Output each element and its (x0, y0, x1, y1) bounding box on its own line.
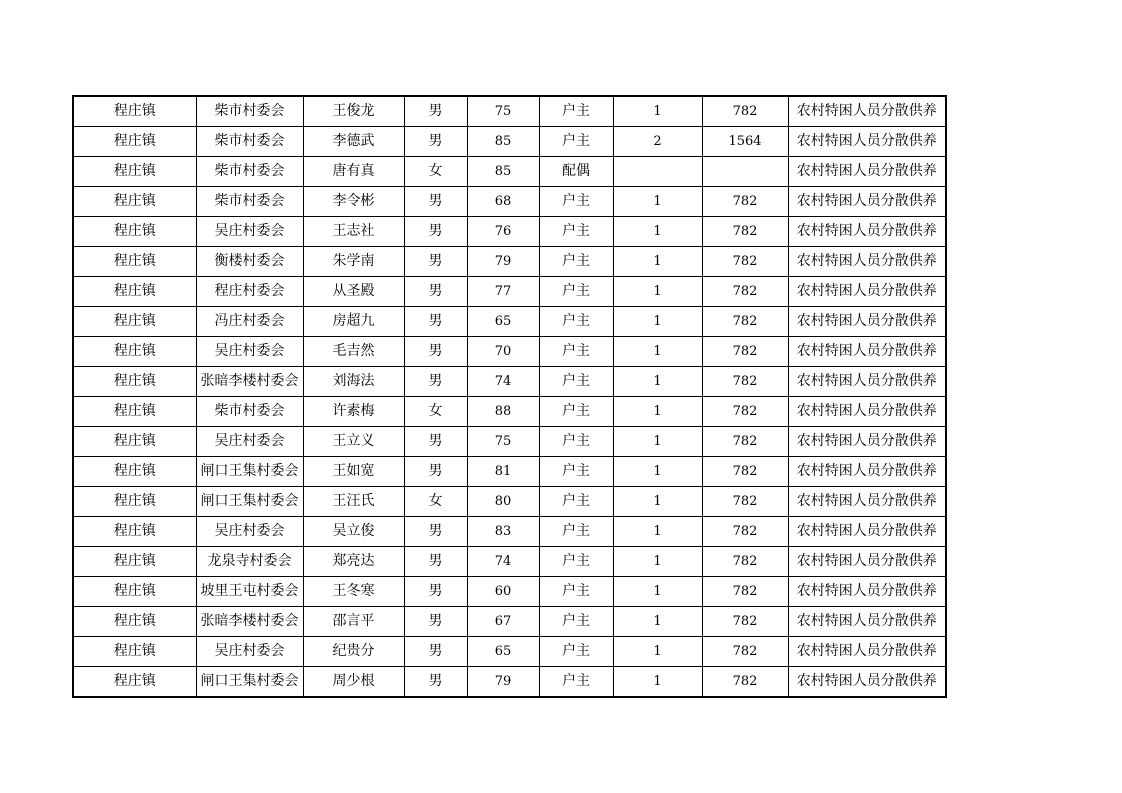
amount-cell: 782 (702, 637, 788, 667)
household-size-cell: 1 (613, 247, 702, 277)
name-cell: 房超九 (303, 307, 404, 337)
table-row (73, 547, 946, 577)
name-cell: 王志社 (303, 217, 404, 247)
category-cell: 农村特困人员分散供养 (788, 277, 946, 307)
relation-cell: 配偶 (539, 157, 613, 187)
age-cell: 74 (467, 547, 539, 577)
village-committee-cell: 闸口王集村委会 (196, 667, 303, 698)
town-cell: 程庄镇 (73, 157, 196, 187)
relation-cell: 户主 (539, 427, 613, 457)
relation-cell: 户主 (539, 247, 613, 277)
amount-cell: 782 (702, 337, 788, 367)
relation-cell: 户主 (539, 277, 613, 307)
category-cell: 农村特困人员分散供养 (788, 307, 946, 337)
category-cell: 农村特困人员分散供养 (788, 157, 946, 187)
village-committee-cell: 坡里王屯村委会 (196, 577, 303, 607)
gender-cell: 男 (404, 667, 467, 698)
category-cell: 农村特困人员分散供养 (788, 547, 946, 577)
household-size-cell: 1 (613, 487, 702, 517)
category-cell: 农村特困人员分散供养 (788, 337, 946, 367)
name-cell: 周少根 (303, 667, 404, 698)
name-cell: 从圣殿 (303, 277, 404, 307)
relation-cell: 户主 (539, 487, 613, 517)
relation-cell: 户主 (539, 607, 613, 637)
age-cell: 74 (467, 367, 539, 397)
amount-cell: 782 (702, 307, 788, 337)
gender-cell: 男 (404, 457, 467, 487)
age-cell: 79 (467, 247, 539, 277)
category-cell: 农村特困人员分散供养 (788, 517, 946, 547)
category-cell: 农村特困人员分散供养 (788, 187, 946, 217)
table-row (73, 487, 946, 517)
village-committee-cell: 冯庄村委会 (196, 307, 303, 337)
age-cell: 77 (467, 277, 539, 307)
household-size-cell: 1 (613, 397, 702, 427)
amount-cell: 782 (702, 577, 788, 607)
town-cell: 程庄镇 (73, 667, 196, 698)
name-cell: 李德武 (303, 127, 404, 157)
household-size-cell: 2 (613, 127, 702, 157)
village-committee-cell: 张暗李楼村委会 (196, 607, 303, 637)
amount-cell: 782 (702, 547, 788, 577)
support-roster-table (72, 95, 947, 698)
gender-cell: 男 (404, 607, 467, 637)
gender-cell: 男 (404, 517, 467, 547)
household-size-cell: 1 (613, 517, 702, 547)
name-cell: 王俊龙 (303, 96, 404, 127)
name-cell: 吴立俊 (303, 517, 404, 547)
household-size-cell: 1 (613, 277, 702, 307)
table-row (73, 637, 946, 667)
table-row (73, 577, 946, 607)
relation-cell: 户主 (539, 127, 613, 157)
household-size-cell: 1 (613, 547, 702, 577)
table-row (73, 307, 946, 337)
relation-cell: 户主 (539, 367, 613, 397)
category-cell: 农村特困人员分散供养 (788, 667, 946, 698)
gender-cell: 女 (404, 487, 467, 517)
age-cell: 60 (467, 577, 539, 607)
age-cell: 75 (467, 427, 539, 457)
amount-cell: 782 (702, 487, 788, 517)
town-cell: 程庄镇 (73, 307, 196, 337)
name-cell: 刘海法 (303, 367, 404, 397)
gender-cell: 男 (404, 277, 467, 307)
gender-cell: 男 (404, 547, 467, 577)
relation-cell: 户主 (539, 187, 613, 217)
household-size-cell: 1 (613, 427, 702, 457)
amount-cell (702, 157, 788, 187)
name-cell: 邵言平 (303, 607, 404, 637)
town-cell: 程庄镇 (73, 96, 196, 127)
category-cell: 农村特困人员分散供养 (788, 637, 946, 667)
table-row (73, 337, 946, 367)
category-cell: 农村特困人员分散供养 (788, 217, 946, 247)
amount-cell: 782 (702, 277, 788, 307)
town-cell: 程庄镇 (73, 607, 196, 637)
table-body (73, 96, 946, 697)
town-cell: 程庄镇 (73, 397, 196, 427)
village-committee-cell: 柴市村委会 (196, 397, 303, 427)
household-size-cell: 1 (613, 457, 702, 487)
age-cell: 68 (467, 187, 539, 217)
name-cell: 王汪氏 (303, 487, 404, 517)
town-cell: 程庄镇 (73, 187, 196, 217)
village-committee-cell: 吴庄村委会 (196, 337, 303, 367)
category-cell: 农村特困人员分散供养 (788, 487, 946, 517)
gender-cell: 男 (404, 367, 467, 397)
household-size-cell: 1 (613, 667, 702, 698)
table-row (73, 217, 946, 247)
age-cell: 83 (467, 517, 539, 547)
household-size-cell: 1 (613, 577, 702, 607)
village-committee-cell: 吴庄村委会 (196, 637, 303, 667)
village-committee-cell: 闸口王集村委会 (196, 487, 303, 517)
amount-cell: 782 (702, 427, 788, 457)
village-committee-cell: 程庄村委会 (196, 277, 303, 307)
age-cell: 88 (467, 397, 539, 427)
name-cell: 李令彬 (303, 187, 404, 217)
category-cell: 农村特困人员分散供养 (788, 367, 946, 397)
gender-cell: 男 (404, 427, 467, 457)
gender-cell: 女 (404, 397, 467, 427)
age-cell: 76 (467, 217, 539, 247)
category-cell: 农村特困人员分散供养 (788, 397, 946, 427)
household-size-cell: 1 (613, 307, 702, 337)
relation-cell: 户主 (539, 517, 613, 547)
amount-cell: 782 (702, 247, 788, 277)
table-row (73, 187, 946, 217)
town-cell: 程庄镇 (73, 337, 196, 367)
amount-cell: 782 (702, 187, 788, 217)
age-cell: 70 (467, 337, 539, 367)
household-size-cell (613, 157, 702, 187)
name-cell: 毛吉然 (303, 337, 404, 367)
table-row (73, 427, 946, 457)
age-cell: 79 (467, 667, 539, 698)
table-row (73, 397, 946, 427)
age-cell: 65 (467, 307, 539, 337)
village-committee-cell: 龙泉寺村委会 (196, 547, 303, 577)
table-row (73, 277, 946, 307)
name-cell: 郑亮达 (303, 547, 404, 577)
gender-cell: 男 (404, 217, 467, 247)
table-row (73, 517, 946, 547)
name-cell: 唐有真 (303, 157, 404, 187)
household-size-cell: 1 (613, 217, 702, 247)
name-cell: 王冬寒 (303, 577, 404, 607)
gender-cell: 男 (404, 337, 467, 367)
gender-cell: 男 (404, 637, 467, 667)
age-cell: 81 (467, 457, 539, 487)
age-cell: 80 (467, 487, 539, 517)
gender-cell: 女 (404, 157, 467, 187)
village-committee-cell: 柴市村委会 (196, 157, 303, 187)
town-cell: 程庄镇 (73, 277, 196, 307)
amount-cell: 782 (702, 457, 788, 487)
household-size-cell: 1 (613, 187, 702, 217)
relation-cell: 户主 (539, 457, 613, 487)
gender-cell: 男 (404, 307, 467, 337)
category-cell: 农村特困人员分散供养 (788, 427, 946, 457)
town-cell: 程庄镇 (73, 487, 196, 517)
relation-cell: 户主 (539, 307, 613, 337)
age-cell: 75 (467, 96, 539, 127)
relation-cell: 户主 (539, 397, 613, 427)
household-size-cell: 1 (613, 96, 702, 127)
town-cell: 程庄镇 (73, 637, 196, 667)
table-row (73, 157, 946, 187)
town-cell: 程庄镇 (73, 427, 196, 457)
town-cell: 程庄镇 (73, 577, 196, 607)
town-cell: 程庄镇 (73, 547, 196, 577)
gender-cell: 男 (404, 127, 467, 157)
gender-cell: 男 (404, 187, 467, 217)
village-committee-cell: 柴市村委会 (196, 187, 303, 217)
relation-cell: 户主 (539, 637, 613, 667)
category-cell: 农村特困人员分散供养 (788, 127, 946, 157)
table-row (73, 127, 946, 157)
village-committee-cell: 吴庄村委会 (196, 517, 303, 547)
town-cell: 程庄镇 (73, 457, 196, 487)
age-cell: 65 (467, 637, 539, 667)
amount-cell: 782 (702, 667, 788, 698)
amount-cell: 782 (702, 607, 788, 637)
name-cell: 朱学南 (303, 247, 404, 277)
table-row (73, 607, 946, 637)
amount-cell: 782 (702, 397, 788, 427)
relation-cell: 户主 (539, 337, 613, 367)
table-row (73, 667, 946, 698)
gender-cell: 男 (404, 96, 467, 127)
household-size-cell: 1 (613, 637, 702, 667)
table-row (73, 367, 946, 397)
amount-cell: 782 (702, 367, 788, 397)
gender-cell: 男 (404, 577, 467, 607)
town-cell: 程庄镇 (73, 367, 196, 397)
amount-cell: 782 (702, 96, 788, 127)
village-committee-cell: 张暗李楼村委会 (196, 367, 303, 397)
household-size-cell: 1 (613, 607, 702, 637)
village-committee-cell: 柴市村委会 (196, 127, 303, 157)
table-row (73, 96, 946, 127)
relation-cell: 户主 (539, 577, 613, 607)
table-row (73, 247, 946, 277)
category-cell: 农村特困人员分散供养 (788, 607, 946, 637)
name-cell: 许素梅 (303, 397, 404, 427)
category-cell: 农村特困人员分散供养 (788, 96, 946, 127)
town-cell: 程庄镇 (73, 127, 196, 157)
relation-cell: 户主 (539, 217, 613, 247)
category-cell: 农村特困人员分散供养 (788, 247, 946, 277)
amount-cell: 1564 (702, 127, 788, 157)
relation-cell: 户主 (539, 96, 613, 127)
relation-cell: 户主 (539, 667, 613, 698)
gender-cell: 男 (404, 247, 467, 277)
age-cell: 67 (467, 607, 539, 637)
town-cell: 程庄镇 (73, 517, 196, 547)
village-committee-cell: 闸口王集村委会 (196, 457, 303, 487)
town-cell: 程庄镇 (73, 247, 196, 277)
category-cell: 农村特困人员分散供养 (788, 577, 946, 607)
household-size-cell: 1 (613, 337, 702, 367)
amount-cell: 782 (702, 517, 788, 547)
town-cell: 程庄镇 (73, 217, 196, 247)
household-size-cell: 1 (613, 367, 702, 397)
name-cell: 王如宽 (303, 457, 404, 487)
age-cell: 85 (467, 157, 539, 187)
age-cell: 85 (467, 127, 539, 157)
table-row (73, 457, 946, 487)
village-committee-cell: 衡楼村委会 (196, 247, 303, 277)
name-cell: 纪贵分 (303, 637, 404, 667)
relation-cell: 户主 (539, 547, 613, 577)
name-cell: 王立义 (303, 427, 404, 457)
amount-cell: 782 (702, 217, 788, 247)
village-committee-cell: 柴市村委会 (196, 96, 303, 127)
category-cell: 农村特困人员分散供养 (788, 457, 946, 487)
village-committee-cell: 吴庄村委会 (196, 427, 303, 457)
village-committee-cell: 吴庄村委会 (196, 217, 303, 247)
